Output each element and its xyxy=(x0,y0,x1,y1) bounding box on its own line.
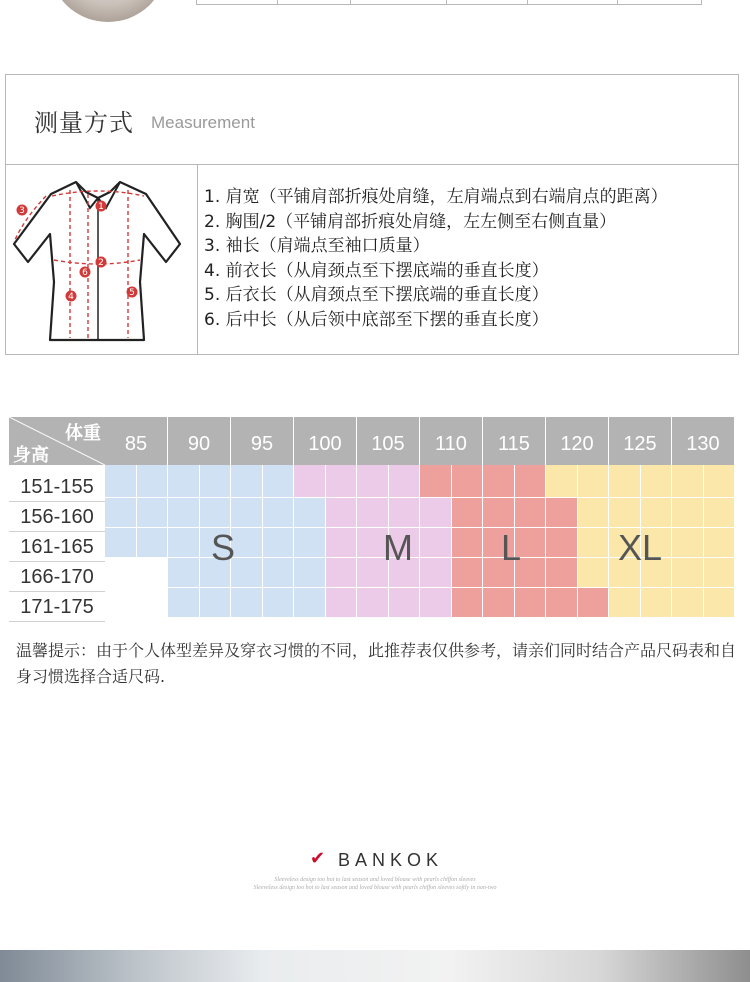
size-grid-cell xyxy=(483,588,515,618)
size-grid-cell xyxy=(137,558,169,588)
size-grid-cell xyxy=(704,498,736,528)
size-grid-cell xyxy=(546,588,578,618)
measurement-header xyxy=(6,75,738,165)
size-grid-cell xyxy=(137,588,169,618)
size-grid-cell xyxy=(704,588,736,618)
size-grid-cell xyxy=(452,498,484,528)
size-grid-cell xyxy=(231,528,263,558)
weight-header-cell: 115 xyxy=(483,417,546,465)
measurement-item: 3. 袖长（肩端点至袖口质量） xyxy=(204,236,430,257)
measurement-section xyxy=(5,74,739,355)
size-grid-cell xyxy=(420,498,452,528)
size-tip: 温馨提示：由于个人体型差异及穿衣习惯的不同，此推荐表仅供参考，请亲们同时结合产品尺码表和自身习惯选择合适尺码. xyxy=(16,641,737,686)
diagram-number: 1 xyxy=(98,202,104,212)
weight-header-cell: 130 xyxy=(672,417,735,465)
measurement-title: 测量方式 xyxy=(34,109,134,137)
size-label-l: L xyxy=(501,527,522,568)
size-label-s: S xyxy=(211,527,236,568)
size-grid-cell xyxy=(452,528,484,558)
weight-header-cell: 105 xyxy=(357,417,420,465)
check-icon: ✔ xyxy=(310,848,326,869)
table-divider xyxy=(617,0,618,4)
table-divider xyxy=(527,0,528,4)
size-grid-cell xyxy=(452,558,484,588)
size-grid-cell xyxy=(704,465,736,498)
size-grid-cell xyxy=(420,558,452,588)
size-grid-cell xyxy=(578,498,610,528)
measurement-title-en: Measurement xyxy=(151,113,255,132)
weight-header-cell: 125 xyxy=(609,417,672,465)
diagram-number: 3 xyxy=(19,206,25,216)
size-grid-cell xyxy=(294,498,326,528)
height-row-label: 166-170 xyxy=(9,562,105,592)
size-label-xl: XL xyxy=(618,527,663,568)
diagram-number: 4 xyxy=(68,292,74,302)
size-grid-cell xyxy=(168,558,200,588)
size-grid-cell xyxy=(578,528,610,558)
brand-tagline: Sleeveless design too hot to last season and loved blouse with pearls chiffon sleeves xyxy=(274,877,476,883)
size-grid-cell xyxy=(578,588,610,618)
size-grid-cell xyxy=(231,465,263,498)
size-grid-cell xyxy=(105,558,137,588)
size-chart xyxy=(9,417,735,622)
size-grid-cell xyxy=(546,558,578,588)
height-row-label: 156-160 xyxy=(9,502,105,532)
table-divider xyxy=(350,0,351,4)
weight-header-cell: 120 xyxy=(546,417,609,465)
size-grid-cell xyxy=(515,465,547,498)
size-grid-cell xyxy=(609,498,641,528)
size-grid-cell xyxy=(483,498,515,528)
size-grid-cell xyxy=(231,558,263,588)
diagram-number: 6 xyxy=(82,268,88,278)
height-row-label: 171-175 xyxy=(9,592,105,622)
size-grid-cell xyxy=(294,465,326,498)
size-grid-cell xyxy=(263,528,295,558)
size-grid-cell xyxy=(168,528,200,558)
size-grid-cell xyxy=(326,465,358,498)
size-grid-cell xyxy=(294,558,326,588)
size-grid-cell xyxy=(452,465,484,498)
weight-header-cell: 90 xyxy=(168,417,231,465)
weight-header-cell: 85 xyxy=(105,417,168,465)
diagram-number: 2 xyxy=(98,258,104,268)
measurement-item: 4. 前衣长（从肩颈点至下摆底端的垂直长度） xyxy=(204,260,549,281)
weight-header-cell: 95 xyxy=(231,417,294,465)
size-grid-cell xyxy=(641,465,673,498)
size-grid-cell xyxy=(326,528,358,558)
size-grid-cell xyxy=(263,498,295,528)
size-grid-cell xyxy=(326,498,358,528)
size-grid-cell xyxy=(672,498,704,528)
size-grid-cell xyxy=(641,498,673,528)
weight-header-cell: 110 xyxy=(420,417,483,465)
size-grid-cell xyxy=(263,588,295,618)
table-divider xyxy=(446,0,447,4)
size-grid-cell xyxy=(357,498,389,528)
size-grid-cell xyxy=(420,588,452,618)
height-row-label: 161-165 xyxy=(9,532,105,562)
size-grid-cell xyxy=(578,465,610,498)
size-grid-cell xyxy=(515,588,547,618)
measurement-item: 5. 后衣长（从肩颈点至下摆底端的垂直长度） xyxy=(204,285,549,306)
size-grid-cell xyxy=(263,558,295,588)
size-grid-cell xyxy=(546,465,578,498)
size-grid-cell xyxy=(420,465,452,498)
size-grid-cell xyxy=(609,588,641,618)
shirt-outline-icon xyxy=(6,164,196,354)
measurement-list xyxy=(204,185,668,333)
brand-logo xyxy=(160,840,590,910)
size-grid-cell xyxy=(389,588,421,618)
weight-label: 体重 xyxy=(65,423,101,444)
table-divider xyxy=(277,0,278,4)
size-grid-cell xyxy=(137,498,169,528)
size-grid-cell xyxy=(704,528,736,558)
size-grid-cell xyxy=(137,465,169,498)
brand-tagline: Sleeveless design too hot to last season and loved blouse with pearls chiffon sleeves softly in non-two xyxy=(253,885,497,891)
weight-header-cell: 100 xyxy=(294,417,357,465)
size-grid-cell xyxy=(357,465,389,498)
size-grid-cell xyxy=(105,465,137,498)
size-grid-cell xyxy=(137,528,169,558)
size-grid-cell xyxy=(420,528,452,558)
product-photo xyxy=(0,950,750,982)
size-grid-cell xyxy=(578,558,610,588)
size-grid-cell xyxy=(105,588,137,618)
size-grid-cell xyxy=(294,528,326,558)
size-label-m: M xyxy=(383,527,413,568)
size-grid-cell xyxy=(168,588,200,618)
size-grid-cell xyxy=(105,528,137,558)
size-grid-cell xyxy=(609,465,641,498)
size-grid-cell xyxy=(672,588,704,618)
model-photo xyxy=(50,0,166,22)
brand-name: BANKOK xyxy=(338,850,444,870)
size-chart-corner xyxy=(9,417,105,465)
size-grid-cell xyxy=(263,465,295,498)
size-grid-cell xyxy=(389,465,421,498)
size-grid-cell xyxy=(672,465,704,498)
measurement-item: 6. 后中长（从后领中底部至下摆的垂直长度） xyxy=(204,309,549,330)
top-size-table-fragment xyxy=(196,0,702,5)
size-grid-cell xyxy=(483,465,515,498)
size-grid-cell xyxy=(389,498,421,528)
size-grid-cell xyxy=(200,465,232,498)
size-grid-cell xyxy=(231,588,263,618)
height-row-label: 151-155 xyxy=(9,472,105,502)
shirt-diagram xyxy=(6,164,198,354)
size-grid-cell xyxy=(200,588,232,618)
size-grid-cell xyxy=(231,498,263,528)
size-grid-cell xyxy=(200,498,232,528)
size-grid-cell xyxy=(357,588,389,618)
size-grid-cell xyxy=(546,498,578,528)
size-grid-cell xyxy=(641,588,673,618)
size-grid-cell xyxy=(672,528,704,558)
measurement-item: 2. 胸围/2（平铺肩部折痕处肩缝，左左侧至右侧直量） xyxy=(204,211,617,232)
size-grid-cell xyxy=(546,528,578,558)
size-grid-cell xyxy=(452,588,484,618)
measurement-item: 1. 肩宽（平铺肩部折痕处肩缝，左肩端点到右端肩点的距离） xyxy=(204,187,668,207)
size-grid-cell xyxy=(105,498,137,528)
size-grid-cell xyxy=(168,465,200,498)
size-grid-cell xyxy=(168,498,200,528)
size-grid-cell xyxy=(704,558,736,588)
size-grid-cell xyxy=(672,558,704,588)
size-grid-cell xyxy=(515,498,547,528)
size-grid-cell xyxy=(326,588,358,618)
size-grid-cell xyxy=(326,558,358,588)
size-grid-cell xyxy=(294,588,326,618)
diagram-number: 5 xyxy=(129,288,135,298)
height-label: 身高 xyxy=(13,445,49,465)
